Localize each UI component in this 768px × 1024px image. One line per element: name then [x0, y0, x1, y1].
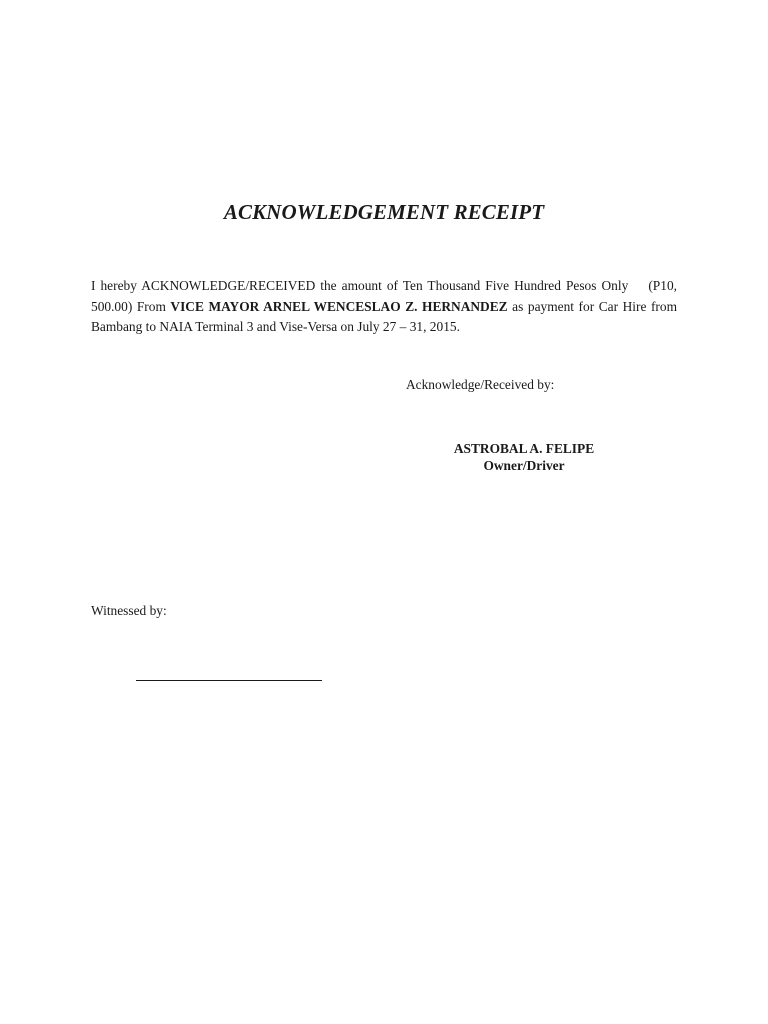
- signatory-block: [420, 440, 628, 474]
- signatory-name: ASTROBAL A. FELIPE: [453, 441, 595, 456]
- witnessed-by-label: Witnessed by:: [91, 603, 167, 618]
- payer-name: VICE MAYOR ARNEL WENCESLAO Z. HERNANDEZ: [170, 298, 508, 314]
- acknowledged-by-label: Acknowledge/Received by:: [406, 377, 555, 392]
- document-title: ACKNOWLEDGEMENT RECEIPT: [223, 200, 545, 224]
- receipt-body: [91, 276, 677, 338]
- receipt-body-purpose: as payment for Car Hire from Bambang to NAIA Terminal 3 and Vise-Versa on July 27 – 31, 2015.: [91, 298, 678, 334]
- receipt-body-intro: I hereby ACKNOWLEDGE/RECEIVED the amount of Ten Thousand Five Hundred Pesos Only (P10, 500.00) From: [91, 278, 677, 314]
- witness-signature-line: [136, 680, 322, 681]
- signatory-role: Owner/Driver: [483, 458, 565, 473]
